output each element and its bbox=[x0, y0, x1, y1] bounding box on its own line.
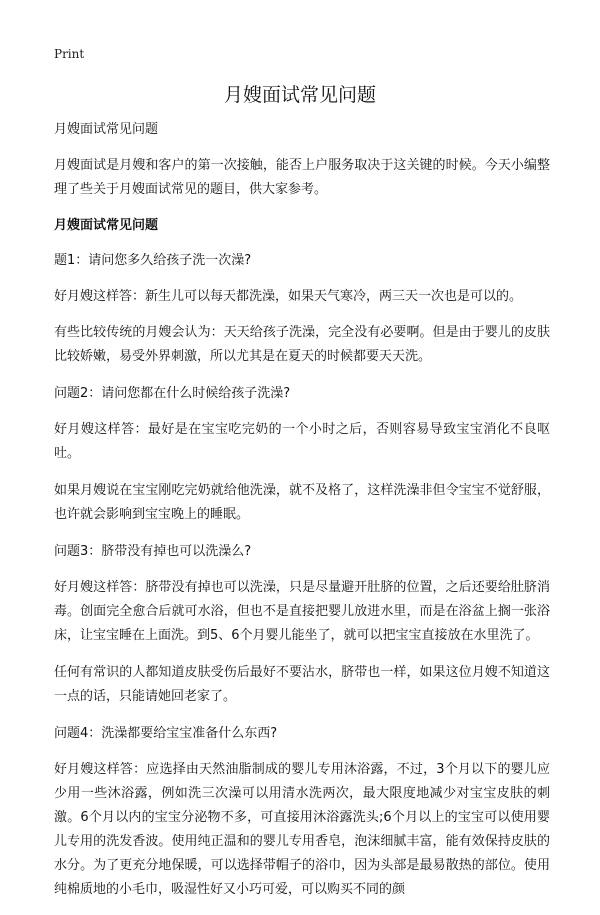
answer-3: 好月嫂这样答：脐带没有掉也可以洗澡，只是尽量避开肚脐的位置，之后还要给肚脐消毒。创面完全愈合后就可水浴，但也不是直接把婴儿放进水里，而是在浴盆上搁一张浴床，让宝宝睡在上面洗。到5、6个月婴儿能坐了，就可以把宝宝直接放在水里洗了。 bbox=[54, 580, 550, 643]
comment-2: 如果月嫂说在宝宝刚吃完奶就给他洗澡，就不及格了，这样洗澡非但令宝宝不觉舒服，也许就会影响到宝宝晚上的睡眠。 bbox=[54, 483, 550, 522]
page-title: 月嫂面试常见问题 bbox=[223, 84, 376, 106]
answer-2: 好月嫂这样答：最好是在宝宝吃完奶的一个小时之后，否则容易导致宝宝消化不良呕吐。 bbox=[54, 422, 550, 461]
comment-1: 有些比较传统的月嫂会认为：天天给孩子洗澡，完全没有必要啊。但是由于婴儿的皮肤比较娇嫩，易受外界刺激，所以尤其是在夏天的时候都要天天洗。 bbox=[54, 325, 550, 364]
article-body bbox=[54, 118, 550, 915]
question-2: 问题2：请问您都在什么时候给孩子洗澡? bbox=[54, 386, 291, 401]
answer-4: 好月嫂这样答：应选择由天然油脂制成的婴儿专用沐浴露，不过，3个月以下的婴儿应少用一些沐浴露，例如洗三次澡可以用清水洗两次，最大限度地减少对宝宝皮肤的刺激。6个月以内的宝宝分泌物不多，可直接用沐浴露洗头;6个月以上的宝宝可以使用婴儿专用的洗发香波。使用纯正温和的婴儿专用香皂，泡沫细腻丰富，能有效保持皮肤的水分。为了更充分地保暖，可以选择带帽子的浴巾，因为头部是最易散热的部位。使用纯棉质地的小毛巾，吸湿性好又小巧可爱，可以购买不同的颜 bbox=[54, 762, 550, 897]
question-4: 问题4：洗澡都要给宝宝准备什么东西? bbox=[54, 726, 278, 741]
question-3: 问题3：脐带没有掉也可以洗澡么? bbox=[54, 544, 252, 559]
section-heading: 月嫂面试常见问题 bbox=[54, 218, 159, 233]
question-1: 题1：请问您多久给孩子洗一次澡? bbox=[54, 253, 252, 268]
article-subtitle: 月嫂面试常见问题 bbox=[54, 122, 159, 137]
comment-3: 任何有常识的人都知道皮肤受伤后最好不要沾水，脐带也一样，如果这位月嫂不知道这一点的话，只能请她回老家了。 bbox=[54, 665, 550, 704]
print-link[interactable]: Print bbox=[54, 47, 85, 61]
intro-paragraph: 月嫂面试是月嫂和客户的第一次接触，能否上户服务取决于这关键的时候。今天小编整理了些关于月嫂面试常见的题目，供大家参考。 bbox=[54, 158, 550, 197]
answer-1: 好月嫂这样答：新生儿可以每天都洗澡，如果天气寒冷，两三天一次也是可以的。 bbox=[54, 289, 523, 304]
